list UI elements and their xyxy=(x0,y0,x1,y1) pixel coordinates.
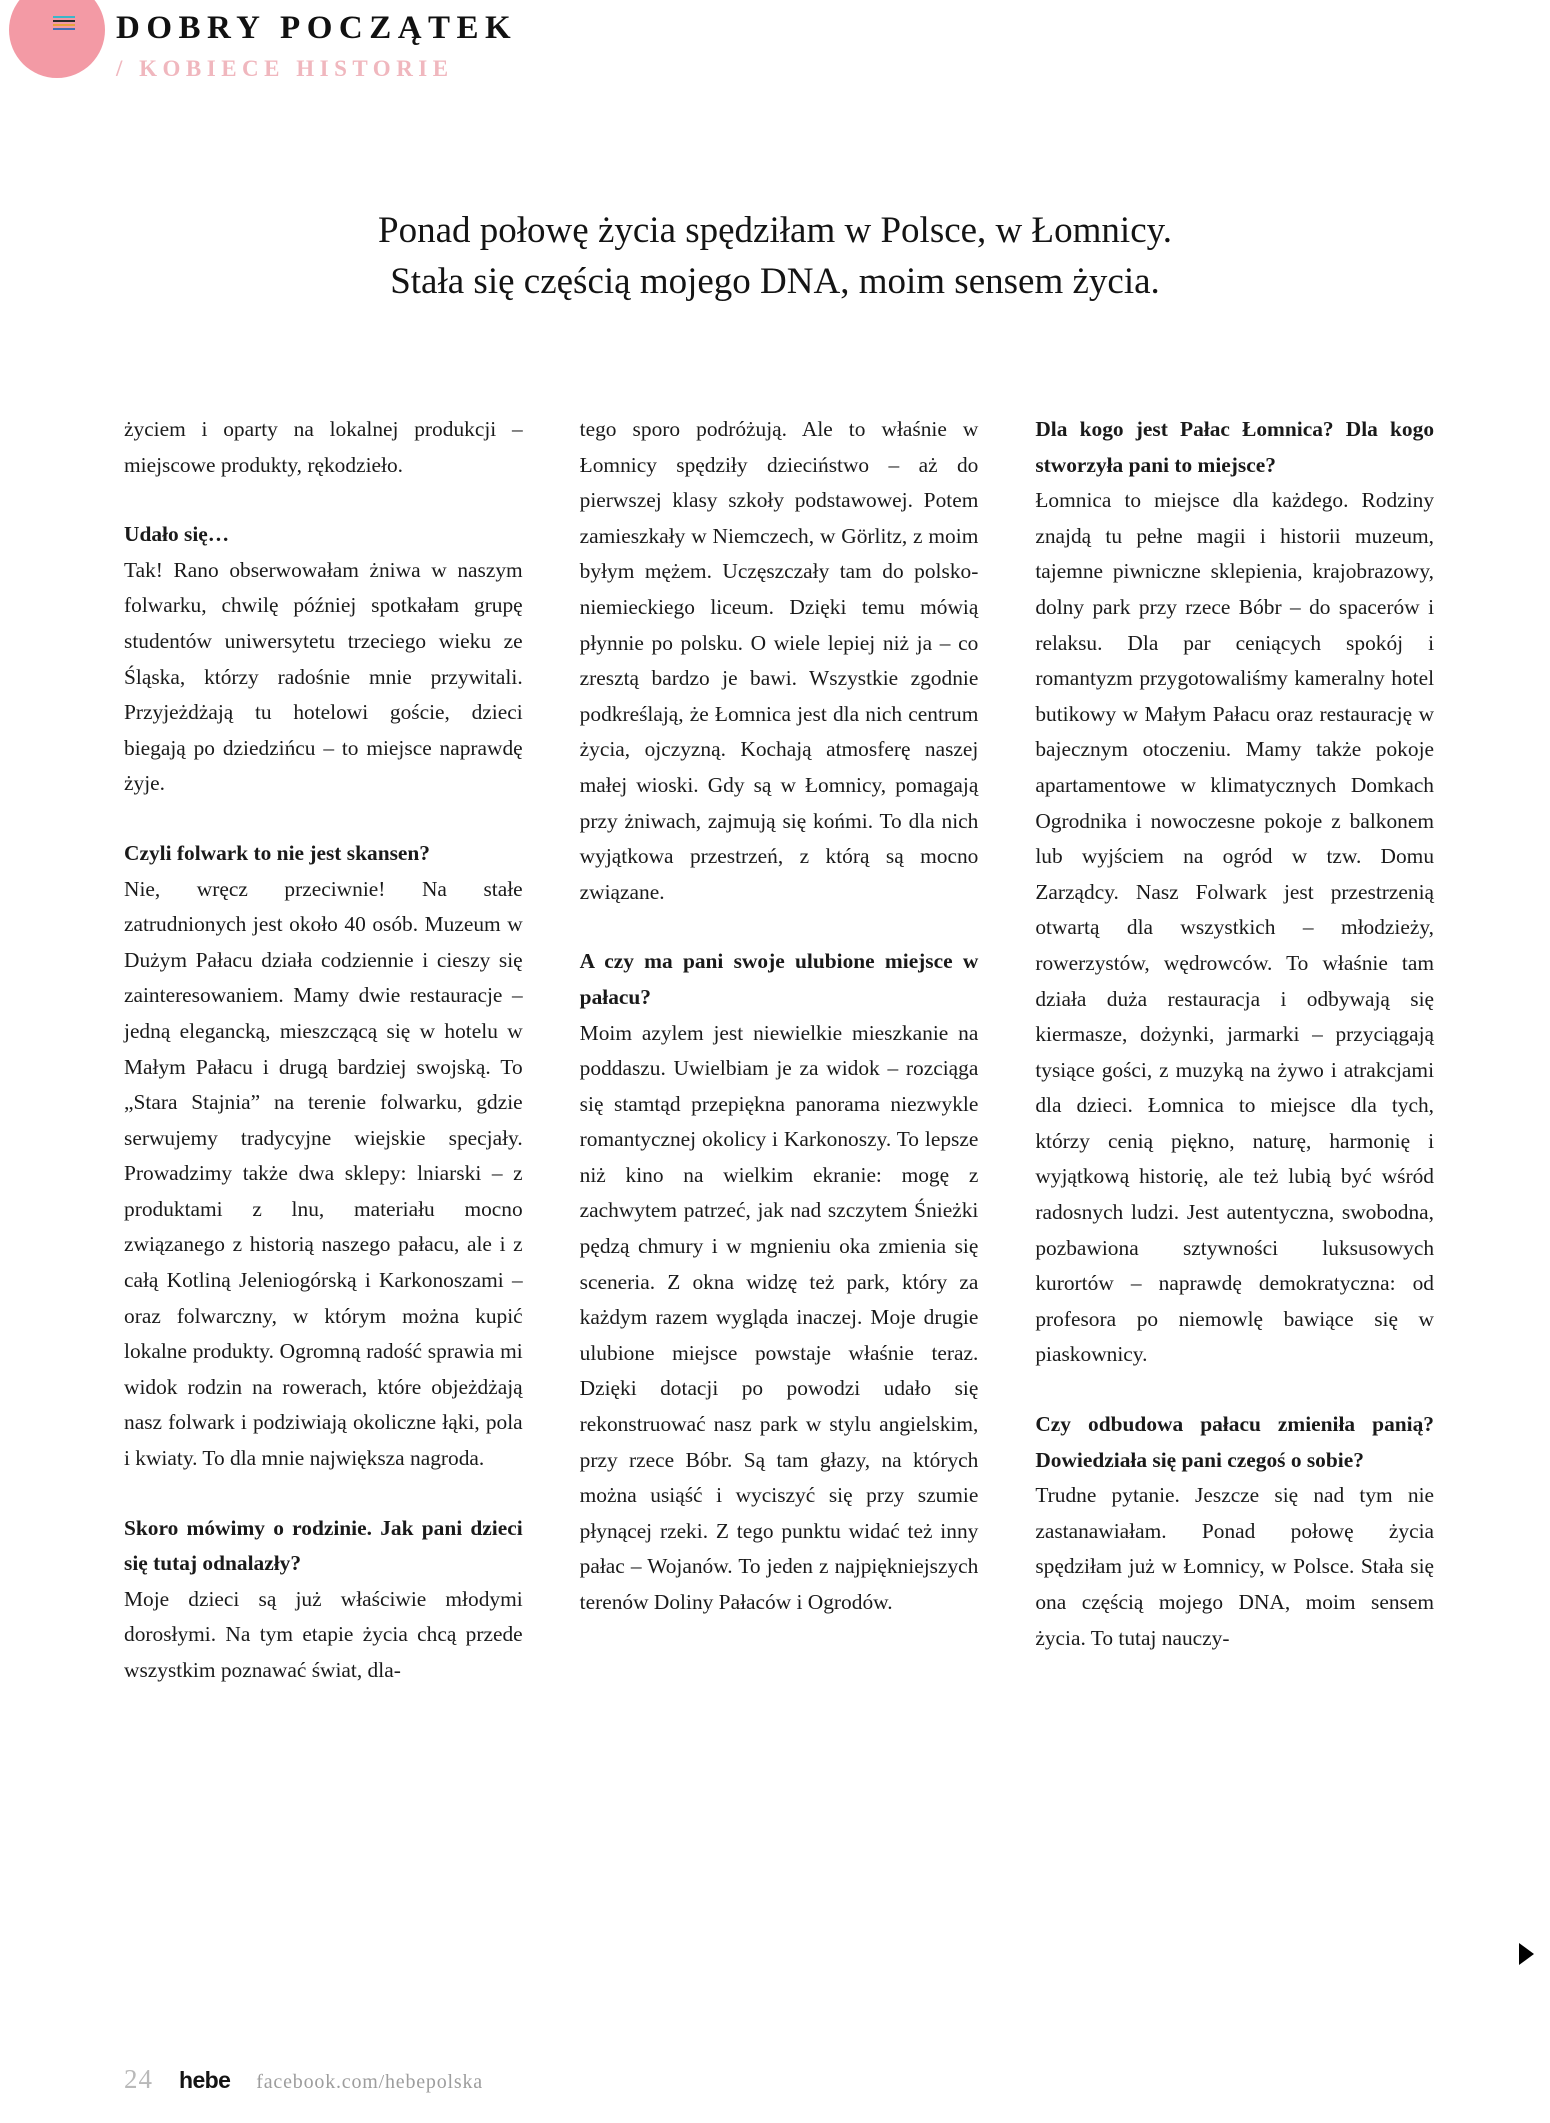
next-page-arrow-icon[interactable] xyxy=(1519,1943,1534,1965)
pull-quote-line-1: Ponad połowę życia spędziłam w Polsce, w Łomnicy. xyxy=(378,210,1172,251)
pull-quote-line-2: Stała się częścią mojego DNA, moim sensem życia. xyxy=(390,261,1160,302)
interview-question: A czy ma pani swoje ulubione miejsce w pałacu? xyxy=(579,949,979,1009)
interview-answer: tego sporo podróżują. Ale to właśnie w Łomnicy spędziły dzieciństwo – aż do pierwszej klasy szkoły podstawowej. Potem zamieszkały w Niemczech, w Görlitz, z moim byłym mężem. Uczęszczały tam do polsko-niemieckiego liceum. Dzięki temu mówią płynnie po polsku. O wiele lepiej niż ja – co zresztą bardzo je bawi. Wszystkie zgodnie podkreślają, że Łomnica jest dla nich centrum życia, ojczyzną. Kochają atmosferę naszej małej wioski. Gdy są w Łomnicy, pomagają przy żniwach, zajmują się końmi. To dla nich wyjątkowa przestrzeń, z którą są mocno związane. xyxy=(579,417,979,904)
interview-question: Czyli folwark to nie jest skansen? xyxy=(124,840,430,865)
page-number: 24 xyxy=(124,2064,153,2094)
interview-answer: Moim azylem jest niewielkie mieszkanie na poddaszu. Uwielbiam je za widok – rozciąga się stamtąd przepiękna panorama niezwykle romantycznej okolicy i Karkonoszy. To lepsze niż kino na wielkim ekranie: mogę z zachwytem patrzeć, jak nad szczytem Śnieżki pędzą chmury i w mgnieniu oka zmienia się sceneria. Z okna widzę też park, który za każdym razem wygląda inaczej. Moje drugie ulubione miejsce powstaje właśnie teraz. Dzięki dotacji po powodzi udało się rekonstruować nasz park w stylu angielskim, przy rzece Bóbr. Są tam głazy, na których można usiąść i wyciszyć się przy szumie płynącej rzeki. Z tego punktu widać też inny pałac – Wojanów. To jeden z najpiękniejszych terenów Doliny Pałaców i Ogrodów. xyxy=(579,1020,979,1614)
interview-question: Udało się… xyxy=(124,522,230,547)
interview-answer: życiem i oparty na lokalnej produkcji – miejscowe produkty, rękodzieło. xyxy=(124,417,523,477)
interview-answer: Tak! Rano obserwowałam żniwa w naszym folwarku, chwilę później spotkałam grupę studentów uniwersytetu trzeciego wieku ze Śląska, którzy radośnie mnie przywitali. Przyjeżdżają tu hotelowi goście, dzieci biegają po dziedzińcu – to miejsce naprawdę żyje. xyxy=(124,557,523,796)
section-subtitle: / KOBIECE HISTORIE xyxy=(116,56,454,81)
masthead xyxy=(0,0,1550,120)
interview-question: Czy odbudowa pałacu zmieniła panią? Dowiedziała się pani czegoś o sobie? xyxy=(1035,1412,1435,1472)
interview-answer: Trudne pytanie. Jeszcze się nad tym nie zastanawiałam. Ponad połowę życia spędziłam już w Łomnicy, w Polsce. Stała się ona częścią mojego DNA, moim sensem życia. To tutaj nauczy- xyxy=(1035,1483,1435,1650)
interview-answer: Nie, wręcz przeciwnie! Na stałe zatrudnionych jest około 40 osób. Muzeum w Dużym Pałacu działa codziennie i cieszy się zainteresowaniem. Mamy dwie restauracje – jedną elegancką, mieszczącą się w hotelu w Małym Pałacu i drugą bardziej swojską. To „Stara Stajnia” na terenie folwarku, gdzie serwujemy tradycyjne wiejskie specjały. Prowadzimy także dwa sklepy: lniarski – z produktami z lnu, materiału mocno związanego z historią naszego pałacu, ale i z całą Kotliną Jeleniogórską i Karkonoszami – oraz folwarczny, w którym można kupić lokalne produkty. Ogromną radość sprawia mi widok rodzin na rowerach, które objeżdżają nasz folwark i podziwiają okoliczne łąki, pola i kwiaty. To dla mnie największa nagroda. xyxy=(124,876,523,1471)
column-2 xyxy=(580,412,979,1689)
registration-marks-icon xyxy=(53,16,75,32)
page-footer xyxy=(124,2064,483,2095)
interview-question: Skoro mówimy o rodzinie. Jak pani dzieci się tutaj odnalazły? xyxy=(124,1515,523,1576)
article-body xyxy=(124,412,1434,1689)
pull-quote xyxy=(135,205,1415,307)
section-title: DOBRY POCZĄTEK xyxy=(116,10,518,46)
hebe-logo: hebe xyxy=(179,2067,231,2093)
interview-answer: Moje dzieci są już właściwie młodymi dorosłymi. Na tym etapie życia chcą przede wszystkim poznawać świat, dla- xyxy=(124,1586,523,1682)
column-3 xyxy=(1035,412,1434,1689)
column-1 xyxy=(124,412,523,1689)
interview-answer: Łomnica to miejsce dla każdego. Rodziny znajdą tu pełne magii i historii muzeum, tajemne piwniczne sklepienia, krajobrazowy, dolny park przy rzece Bóbr – do spacerów i relaksu. Dla par ceniących spokój i romantyzm przygotowaliśmy kameralny hotel butikowy w Małym Pałacu oraz restaurację w bajecznym otoczeniu. Mamy także pokoje apartamentowe w klimatycznych Domkach Ogrodnika i nowoczesne pokoje z balkonem lub wyjściem na ogród w tzw. Domu Zarządcy. Nasz Folwark jest przestrzenią otwartą dla wszystkich – młodzieży, rowerzystów, wędrowców. To właśnie tam działa duża restauracja i odbywają się kiermasze, dożynki, jarmarki – przyciągają tysiące gości, z muzyką na żywo i atrakcjami dla dzieci. Łomnica to miejsce dla tych, którzy cenią piękno, naturę, harmonię i wyjątkową historię, ale też lubią być wśród radosnych ludzi. Jest autentyczna, swobodna, pozbawiona sztywności luksusowych kurortów – naprawdę demokratyczna: od profesora po niemowlę bawiące się w piaskownicy. xyxy=(1035,488,1435,1367)
social-handle: facebook.com/hebepolska xyxy=(256,2071,483,2093)
interview-question: Dla kogo jest Pałac Łomnica? Dla kogo stworzyła pani to miejsce? xyxy=(1035,417,1435,477)
pink-circle-decoration xyxy=(9,0,105,78)
